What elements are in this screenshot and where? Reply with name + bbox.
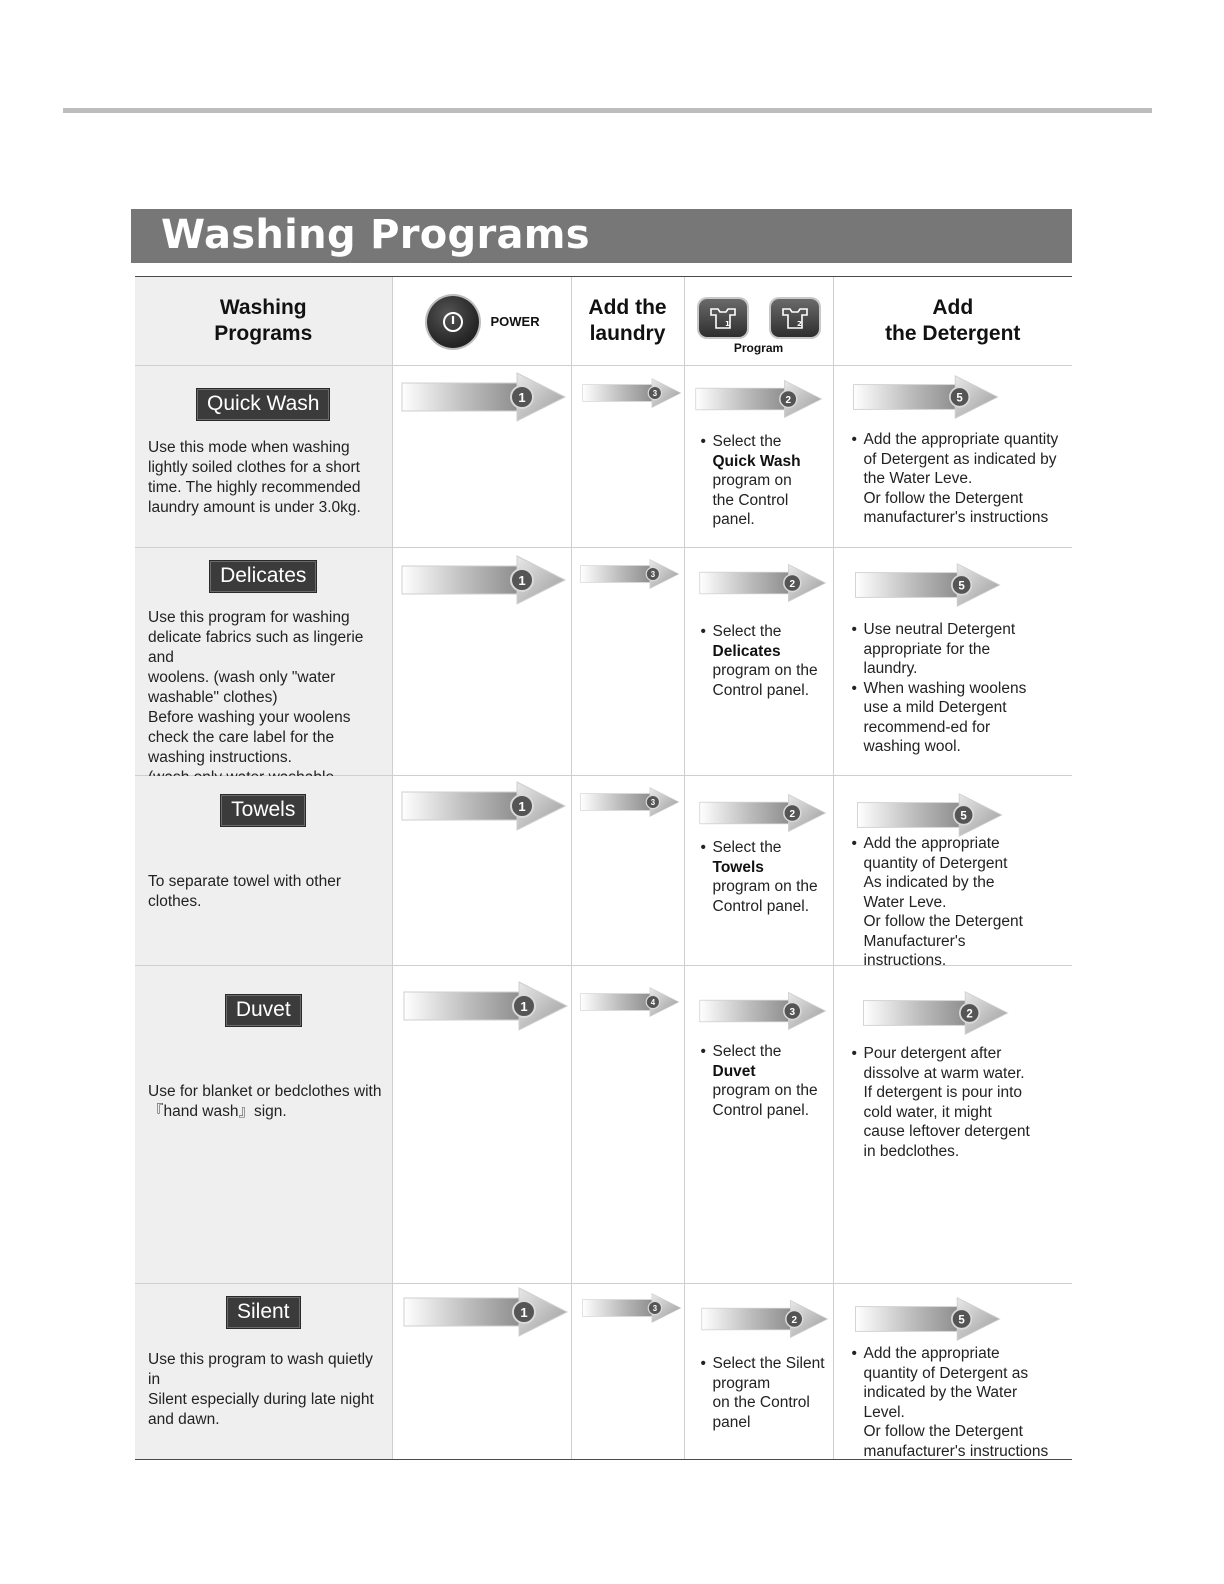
instruction-text: program on the bbox=[712, 1082, 818, 1099]
svg-text:4: 4 bbox=[650, 998, 655, 1008]
power-button-icon bbox=[427, 296, 479, 348]
detergent-text: manufacturer's instructions bbox=[863, 1442, 1049, 1460]
svg-text:3: 3 bbox=[650, 798, 655, 808]
step-arrow-detergent bbox=[862, 990, 1010, 1036]
detergent-text: quantity of Detergent as bbox=[863, 1364, 1029, 1382]
program-instruction bbox=[701, 1042, 829, 1120]
svg-text:1: 1 bbox=[517, 573, 526, 588]
step-arrow-laundry bbox=[580, 980, 680, 1024]
instruction-text: program on the bbox=[712, 662, 818, 679]
description-line: Use for blanket or bedclothes with bbox=[148, 1083, 382, 1100]
detergent-text: Water Leve. bbox=[863, 893, 947, 911]
laundry-step-cell bbox=[571, 548, 684, 776]
svg-text:1: 1 bbox=[517, 390, 526, 405]
section-banner bbox=[131, 209, 1072, 263]
detergent-text: in bedclothes. bbox=[863, 1142, 960, 1160]
program-name-bold: Quick Wash bbox=[712, 452, 801, 470]
description-line: delicate fabrics such as lingerie and bbox=[148, 629, 364, 666]
detergent-instruction bbox=[852, 620, 1071, 757]
description-line: time. The highly recommended bbox=[148, 479, 361, 496]
program-button-2-icon bbox=[771, 299, 819, 337]
step-arrow-laundry bbox=[580, 552, 680, 596]
laundry-step-cell bbox=[571, 966, 684, 1284]
detergent-text: Add the appropriate bbox=[863, 1345, 1000, 1362]
description-line: and dawn. bbox=[148, 1411, 220, 1428]
description-line: woolens. (wash only "water bbox=[148, 669, 336, 686]
detergent-step-cell bbox=[833, 776, 1072, 969]
detergent-text: quantity of Detergent bbox=[863, 854, 1008, 872]
svg-text:5: 5 bbox=[957, 1314, 965, 1327]
step-arrow-program bbox=[695, 376, 823, 422]
table-header-row bbox=[135, 277, 1072, 366]
description-line: Use this program for washing bbox=[148, 609, 350, 626]
detergent-instruction bbox=[852, 430, 1071, 528]
description-line: lightly soiled clothes for a short bbox=[148, 459, 360, 476]
program-badge: Delicates bbox=[209, 560, 317, 593]
svg-text:3: 3 bbox=[650, 570, 655, 580]
svg-text:3: 3 bbox=[652, 389, 657, 399]
step-arrow-power bbox=[401, 780, 567, 832]
svg-text:1: 1 bbox=[517, 799, 526, 814]
svg-text:2: 2 bbox=[789, 578, 795, 590]
laundry-step-cell bbox=[571, 1284, 684, 1460]
detergent-text: manufacturer's instructions bbox=[863, 509, 1049, 526]
detergent-text: Pour detergent after bbox=[863, 1045, 1002, 1062]
program-button-1-icon bbox=[699, 299, 747, 337]
program-label: Program bbox=[733, 341, 784, 355]
header-add-laundry bbox=[571, 277, 684, 366]
program-description bbox=[148, 1082, 388, 1122]
program-name-bold: Duvet bbox=[712, 1062, 756, 1080]
power-step-cell bbox=[392, 966, 571, 1284]
instruction-text: program on the bbox=[712, 878, 818, 895]
instruction-text: Select the bbox=[712, 1043, 782, 1060]
header-power bbox=[392, 277, 571, 366]
description-line: clothes. bbox=[148, 893, 202, 910]
detergent-text: As indicated by the bbox=[863, 874, 995, 891]
description-line: 『hand wash』sign. bbox=[148, 1103, 287, 1120]
program-badge: Silent bbox=[226, 1296, 301, 1329]
header-add-detergent bbox=[833, 277, 1072, 366]
detergent-text: cause leftover detergent bbox=[863, 1123, 1030, 1140]
detergent-text: Or follow the Detergent bbox=[863, 913, 1023, 930]
program-step-cell bbox=[684, 1284, 833, 1460]
step-arrow-power bbox=[401, 554, 567, 606]
svg-text:2: 2 bbox=[791, 1314, 797, 1326]
step-arrow-program bbox=[699, 790, 827, 836]
svg-text:2: 2 bbox=[796, 320, 802, 328]
program-name-cell bbox=[135, 548, 392, 776]
detergent-instruction bbox=[852, 1044, 1071, 1161]
program-description bbox=[148, 1350, 388, 1430]
detergent-step-cell bbox=[833, 966, 1072, 1284]
detergent-text: If detergent is pour into bbox=[863, 1084, 1023, 1101]
program-step-cell bbox=[684, 966, 833, 1284]
description-line: laundry amount is under 3.0kg. bbox=[148, 499, 361, 516]
detergent-text: Add the appropriate quantity bbox=[863, 431, 1059, 448]
instruction-text: program on bbox=[712, 472, 792, 489]
instruction-text: Control panel. bbox=[712, 681, 810, 699]
svg-text:2: 2 bbox=[965, 1008, 973, 1021]
header-washing-programs bbox=[135, 277, 392, 366]
power-step-cell bbox=[392, 548, 571, 776]
svg-text:3: 3 bbox=[652, 1304, 657, 1314]
program-name-cell bbox=[135, 776, 392, 966]
description-line: Before washing your woolens bbox=[148, 709, 351, 726]
program-instruction bbox=[701, 432, 829, 530]
svg-text:2: 2 bbox=[785, 394, 791, 406]
instruction-text: Select the Silent bbox=[712, 1355, 825, 1372]
detergent-text: Level. bbox=[863, 1403, 905, 1421]
section-title: Washing Programs bbox=[161, 212, 590, 258]
detergent-instruction bbox=[852, 834, 1071, 971]
program-step-cell bbox=[684, 548, 833, 776]
program-name-cell bbox=[135, 966, 392, 1284]
step-arrow-program bbox=[699, 560, 827, 606]
program-badge: Quick Wash bbox=[196, 388, 330, 421]
program-step-cell bbox=[684, 366, 833, 548]
program-badge: Duvet bbox=[225, 994, 302, 1027]
detergent-step-cell bbox=[833, 366, 1072, 548]
svg-text:5: 5 bbox=[959, 810, 967, 823]
description-line: washing instructions. bbox=[148, 749, 292, 766]
detergent-text: recommend-ed for bbox=[863, 718, 991, 736]
header-detergent-line2: the Detergent bbox=[885, 322, 1021, 345]
description-line: Use this program to wash quietly in bbox=[148, 1351, 373, 1388]
step-arrow-laundry bbox=[582, 1286, 682, 1330]
description-line: washable" clothes) bbox=[148, 689, 278, 706]
step-arrow-power bbox=[403, 980, 569, 1032]
step-arrow-laundry bbox=[580, 780, 680, 824]
step-arrow-detergent bbox=[852, 374, 1000, 420]
program-description bbox=[148, 438, 388, 518]
svg-text:3: 3 bbox=[789, 1006, 795, 1018]
detergent-text: instructions. bbox=[863, 952, 947, 969]
description-line: check the care label for the bbox=[148, 729, 335, 746]
program-instruction bbox=[701, 622, 829, 700]
power-step-cell bbox=[392, 776, 571, 966]
step-arrow-laundry bbox=[582, 371, 682, 415]
svg-text:5: 5 bbox=[957, 580, 965, 593]
svg-text:1: 1 bbox=[724, 320, 730, 328]
header-program bbox=[684, 277, 833, 366]
detergent-text: cold water, it might bbox=[863, 1103, 992, 1121]
detergent-text: Or follow the Detergent bbox=[863, 489, 1023, 507]
program-instruction bbox=[701, 838, 829, 916]
detergent-text: Or follow the Detergent bbox=[863, 1423, 1023, 1440]
detergent-text: When washing woolens bbox=[863, 679, 1027, 697]
instruction-text: Select the bbox=[712, 433, 782, 450]
washing-programs-table bbox=[135, 276, 1072, 1460]
detergent-text: the Water Leve. bbox=[863, 470, 973, 487]
instruction-text: Control panel. bbox=[712, 897, 810, 915]
instruction-text: Select the bbox=[712, 623, 782, 640]
detergent-instruction bbox=[852, 1344, 1071, 1461]
header-laundry-line1: Add the bbox=[588, 296, 667, 319]
program-name-cell bbox=[135, 1284, 392, 1460]
program-name-bold: Delicates bbox=[712, 642, 781, 660]
laundry-step-cell bbox=[571, 366, 684, 548]
detergent-text: of Detergent as indicated by bbox=[863, 450, 1057, 468]
program-row bbox=[135, 548, 1072, 776]
svg-text:1: 1 bbox=[519, 999, 528, 1014]
program-row bbox=[135, 366, 1072, 548]
instruction-text: on the Control bbox=[712, 1394, 810, 1411]
top-rule bbox=[63, 108, 1152, 113]
detergent-step-cell bbox=[833, 1284, 1072, 1460]
step-arrow-detergent bbox=[854, 562, 1002, 608]
instruction-text: Select the bbox=[712, 839, 782, 856]
header-programs-line1: Washing bbox=[219, 296, 307, 319]
svg-text:2: 2 bbox=[789, 808, 795, 820]
program-row bbox=[135, 776, 1072, 966]
step-arrow-program bbox=[701, 1296, 829, 1342]
detergent-text: Use neutral Detergent bbox=[863, 621, 1016, 638]
detergent-text: laundry. bbox=[863, 660, 918, 677]
program-name-bold: Towels bbox=[712, 858, 764, 876]
power-label: POWER bbox=[490, 314, 540, 329]
description-line: Silent especially during late night bbox=[148, 1391, 374, 1408]
instruction-text: the Control bbox=[712, 491, 789, 509]
header-programs-line2: Programs bbox=[214, 322, 313, 345]
detergent-text: use a mild Detergent bbox=[863, 699, 1007, 716]
program-row bbox=[135, 1284, 1072, 1460]
step-arrow-program bbox=[699, 988, 827, 1034]
detergent-text: Manufacturer's bbox=[863, 932, 966, 950]
laundry-step-cell bbox=[571, 776, 684, 966]
program-instruction bbox=[701, 1354, 829, 1432]
program-row bbox=[135, 966, 1072, 1284]
power-step-cell bbox=[392, 1284, 571, 1460]
step-arrow-detergent bbox=[856, 792, 1004, 838]
instruction-text: Control panel. bbox=[712, 1101, 810, 1119]
detergent-text: dissolve at warm water. bbox=[863, 1064, 1025, 1082]
svg-text:5: 5 bbox=[955, 392, 963, 405]
instruction-text: panel. bbox=[712, 511, 755, 528]
detergent-text: washing wool. bbox=[863, 738, 961, 755]
step-arrow-detergent bbox=[854, 1296, 1002, 1342]
detergent-text: indicated by the Water bbox=[863, 1384, 1018, 1401]
program-name-cell bbox=[135, 366, 392, 548]
detergent-text: appropriate for the bbox=[863, 640, 991, 658]
step-arrow-power bbox=[401, 371, 567, 423]
header-detergent-line1: Add bbox=[932, 296, 974, 319]
program-badge: Towels bbox=[220, 794, 306, 827]
header-laundry-line2: laundry bbox=[589, 322, 666, 345]
program-description bbox=[148, 872, 388, 912]
program-step-cell bbox=[684, 776, 833, 966]
step-arrow-power bbox=[403, 1286, 569, 1338]
detergent-text: Add the appropriate bbox=[863, 835, 1000, 852]
detergent-step-cell bbox=[833, 548, 1072, 776]
description-line: To separate towel with other bbox=[148, 873, 341, 890]
svg-text:1: 1 bbox=[519, 1305, 528, 1320]
power-step-cell bbox=[392, 366, 571, 548]
instruction-text: panel bbox=[712, 1413, 751, 1431]
instruction-text: program bbox=[712, 1374, 771, 1392]
description-line: Use this mode when washing bbox=[148, 439, 350, 456]
